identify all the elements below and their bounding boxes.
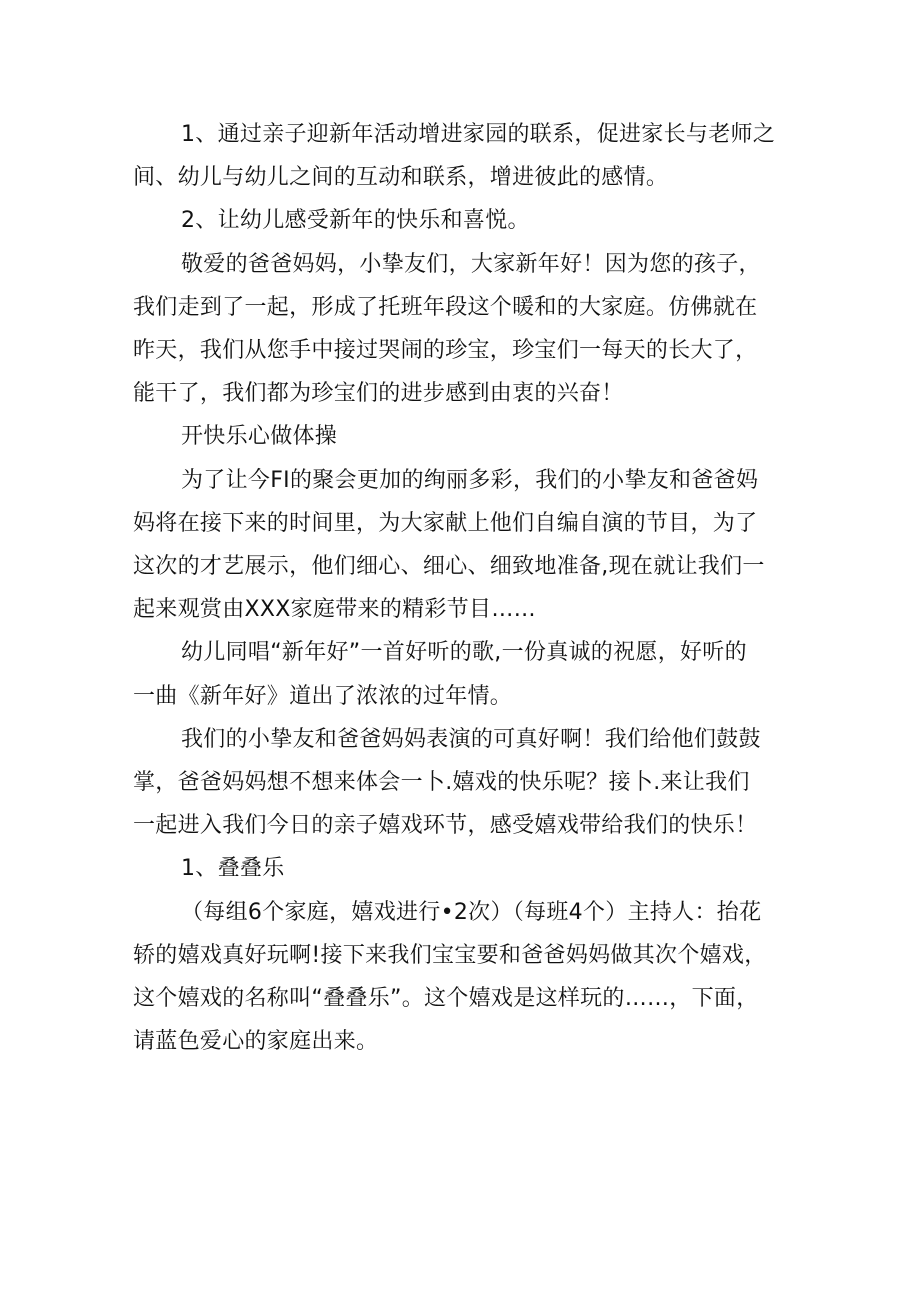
game-1-heading: 1、叠叠乐 <box>181 856 285 882</box>
game-1-line-2: 轿的嬉戏真好玩啊!接下来我们宝宝要和爸爸妈妈做其次个嬉戏， <box>133 942 767 968</box>
performance-line-3: 这次的才艺展示，他们细心、细心、细致地准备,现在就让我们一 <box>133 554 765 580</box>
performance-line-2: 妈将在接下来的时间里，为大家献上他们自编自演的节目，为了 <box>133 510 758 536</box>
game-intro-line-1: 我们的小挚友和爸爸妈妈表演的可真好啊！我们给他们鼓鼓 <box>181 726 761 752</box>
game-intro-line-3: 一起进入我们今日的亲子嬉戏环节，感受嬉戏带给我们的快乐！ <box>133 813 758 839</box>
game-intro-line-2: 掌，爸爸妈妈想不想来体会一卜.嬉戏的快乐呢？接卜.来让我们 <box>133 770 750 796</box>
performance-line-1: 为了让今FI的聚会更加的绚丽多彩，我们的小挚友和爸爸妈 <box>181 467 759 493</box>
game-1-line-4: 请蓝色爱心的家庭出来。 <box>133 1029 379 1055</box>
section-heading-exercise: 开快乐心做体操 <box>181 424 338 450</box>
game-1-line-3: 这个嬉戏的名称叫“叠叠乐”。这个嬉戏是这样玩的……，下面， <box>133 986 759 1012</box>
song-line-2: 一曲《新年好》道出了浓浓的过年情。 <box>133 683 513 709</box>
greeting-line-2: 我们走到了一起，形成了托班年段这个暖和的大家庭。仿佛就在 <box>133 294 758 320</box>
performance-line-4: 起来观赏由XXX家庭带来的精彩节目…… <box>133 597 536 623</box>
greeting-line-4: 能干了，我们都为珍宝们的进步感到由衷的兴奋！ <box>133 381 624 407</box>
document-body <box>133 113 793 1063</box>
game-1-line-1: （每组6个家庭，嬉戏进行•2次）（每班4个）主持人：抬花 <box>181 899 762 925</box>
greeting-line-1: 敬爱的爸爸妈妈，小挚友们，大家新年好！因为您的孩子， <box>181 251 761 277</box>
song-line-1: 幼儿同唱“新年好”一首好听的歌,一份真诚的祝愿，好听的 <box>181 640 747 666</box>
greeting-line-3: 昨天，我们从您手中接过哭闹的珍宝，珍宝们一每天的长大了， <box>133 338 758 364</box>
goal-1-line-2: 间、幼儿与幼儿之间的互动和联系，增进彼此的感情。 <box>133 165 669 191</box>
goal-2-line: 2、让幼儿感受新年的快乐和喜悦。 <box>181 208 530 234</box>
goal-1-line-1: 1、通过亲子迎新年活动增进家园的联系，促进家长与老师之 <box>181 122 776 147</box>
